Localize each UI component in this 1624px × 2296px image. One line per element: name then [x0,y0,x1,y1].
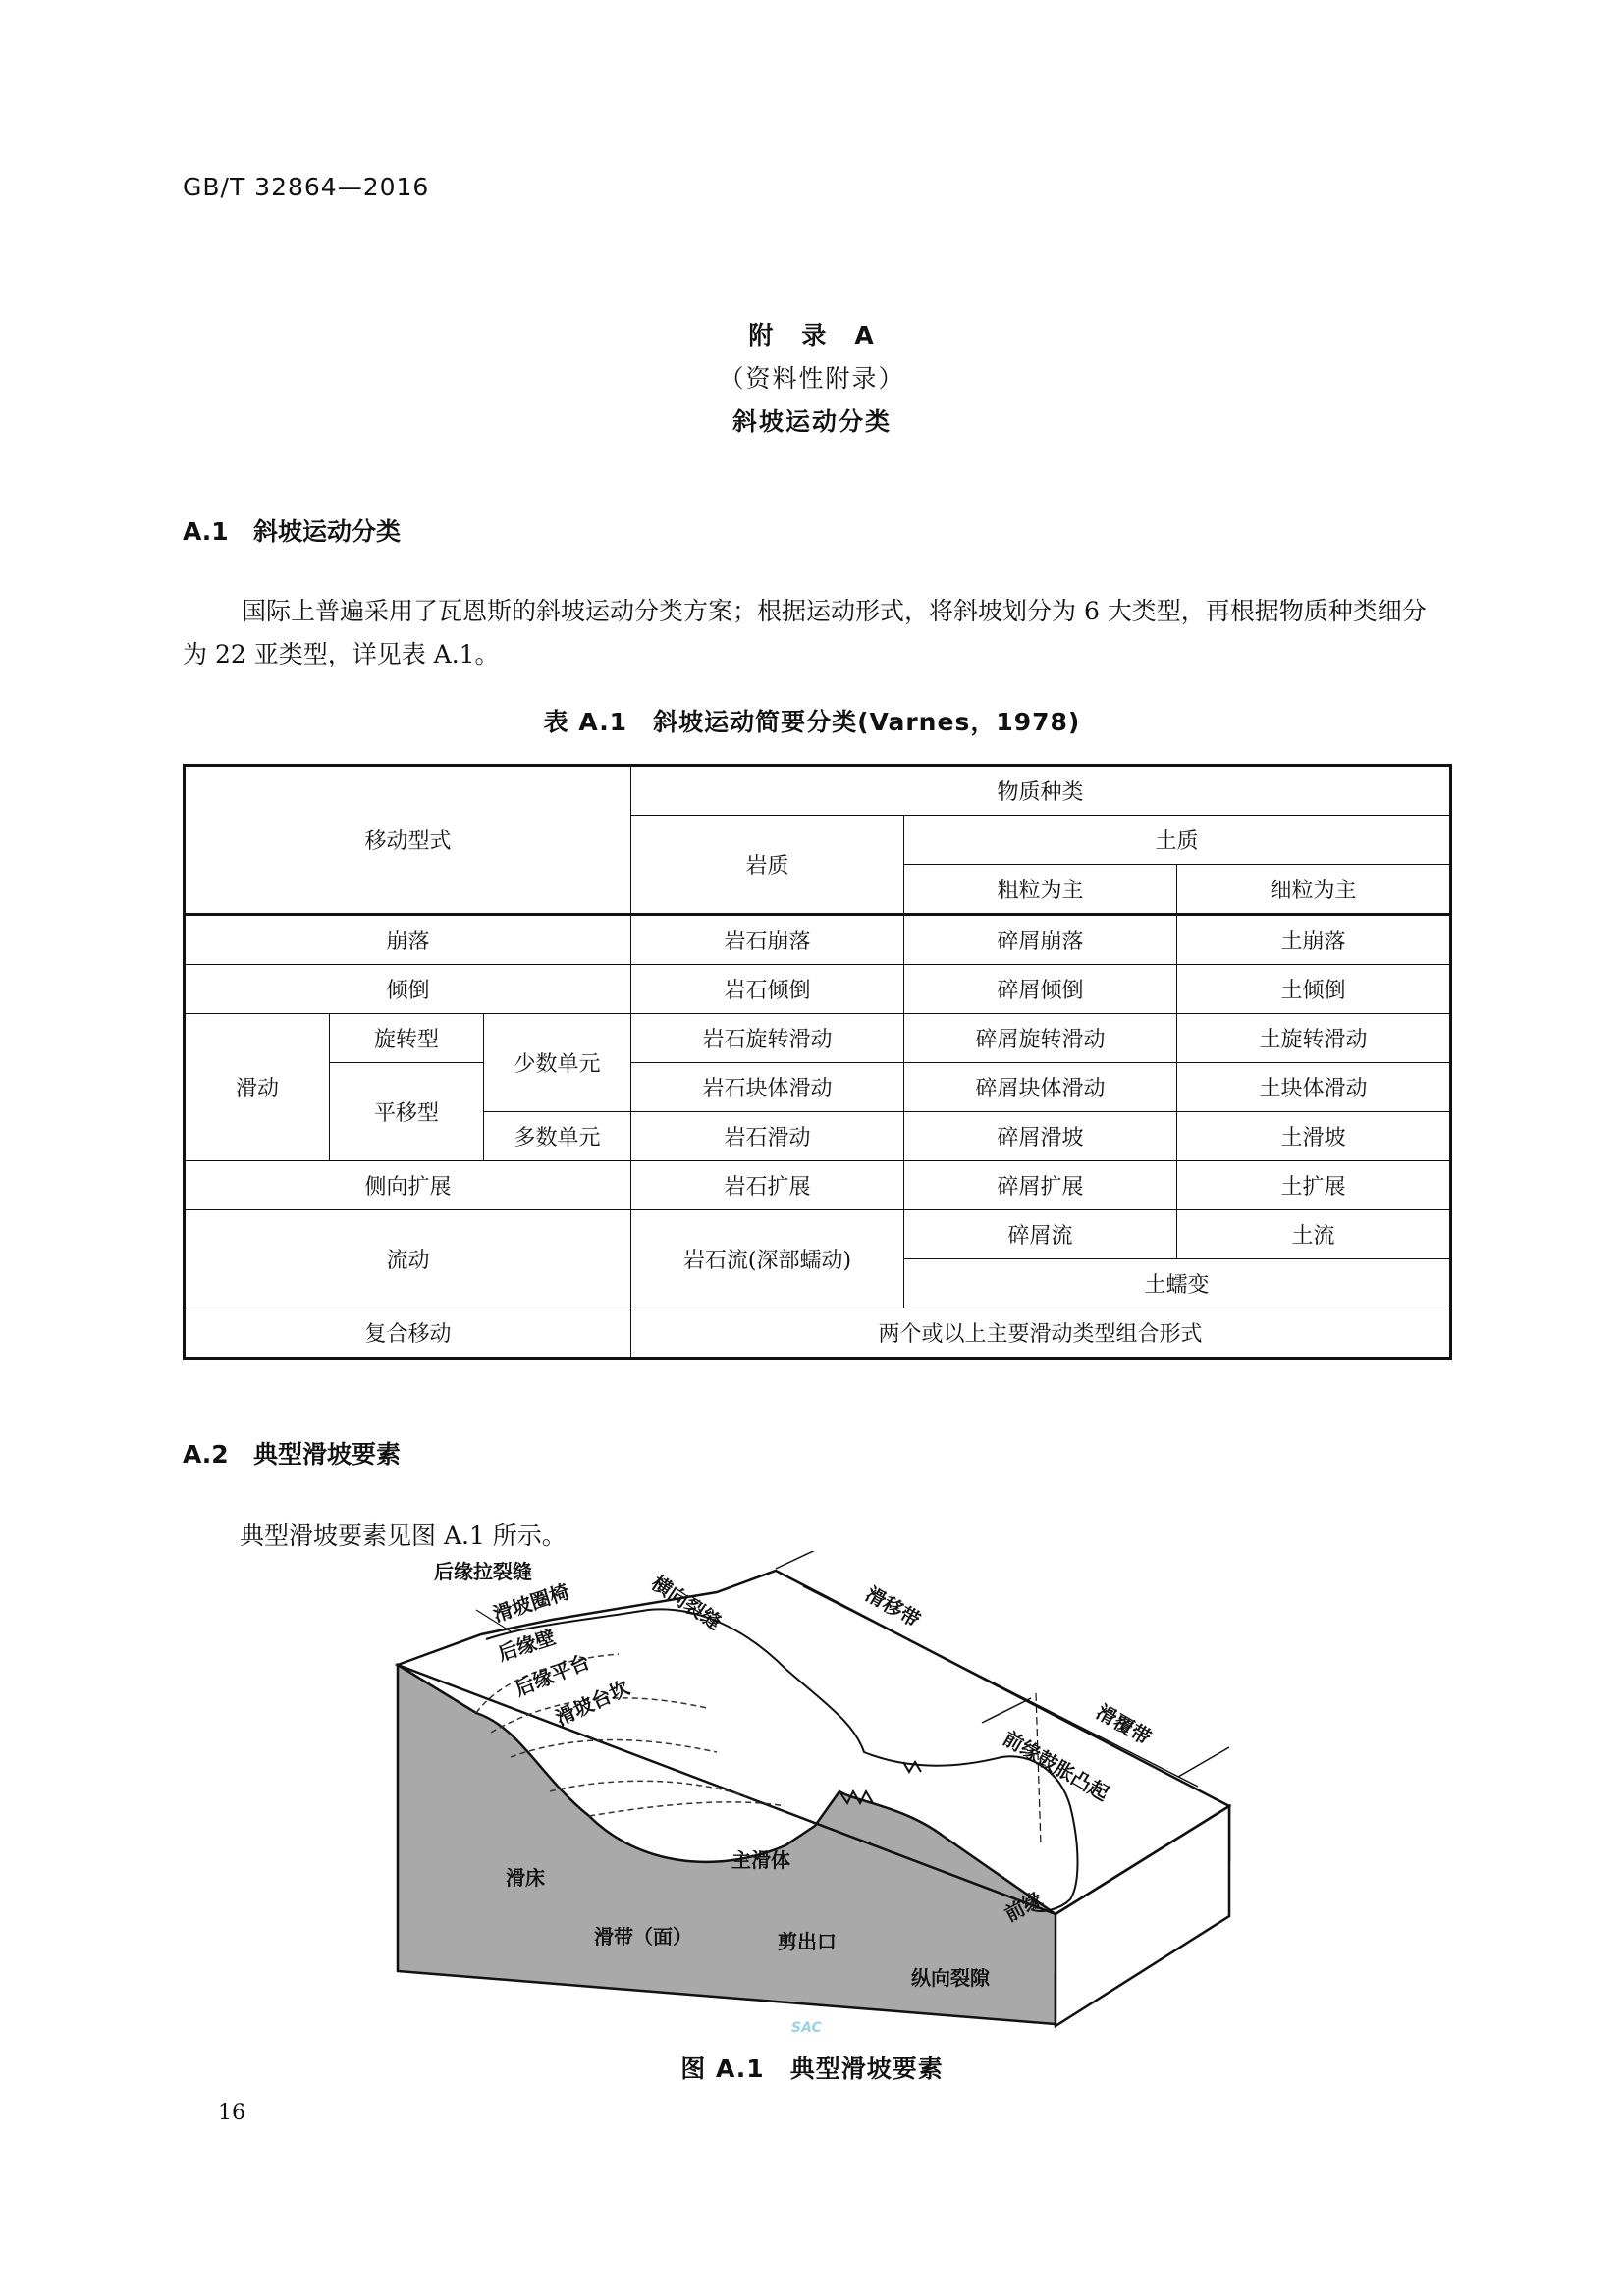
complex-desc: 两个或以上主要滑动类型组合形式 [631,1308,1451,1359]
table-cell: 岩石倾倒 [631,965,904,1014]
table-cell: 岩石扩展 [631,1161,904,1210]
label-accumulation-zone: 滑覆带 [1092,1699,1156,1750]
table-cell: 土块体滑动 [1177,1063,1451,1112]
label-terrace: 滑坡台坎 [551,1675,633,1731]
table-cell: 岩石滑动 [631,1112,904,1161]
label-toe-exit: 剪出口 [778,1930,837,1953]
slide-label: 滑动 [185,1014,330,1161]
watermark-logo: SAC [791,2020,822,2036]
table-cell: 土崩落 [1177,915,1451,965]
header-rock: 岩质 [631,816,904,915]
table-cell: 土倾倒 [1177,965,1451,1014]
label-toe: 前缘 [1001,1887,1047,1927]
flow-rock: 岩石流(深部蠕动) [631,1210,904,1308]
table-cell: 土滑坡 [1177,1112,1451,1161]
translational-label: 平移型 [330,1063,484,1161]
label-armchair: 滑坡圈椅 [490,1579,572,1627]
landslide-figure [393,1551,1247,2061]
page-number: 16 [218,2101,245,2125]
few-units-label: 少数单元 [484,1014,631,1112]
label-surface: 滑带（面） [594,1925,692,1949]
table-cell: 碎屑旋转滑动 [904,1014,1177,1063]
flow-debris: 碎屑流 [904,1210,1177,1259]
table-cell: 岩石崩落 [631,915,904,965]
appendix-type: （资料性附录） [719,364,905,393]
section-a1-paragraph: 国际上普遍采用了瓦恩斯的斜坡运动分类方案；根据运动形式，将斜坡划分为 6 大类型，再根据物质种类细分为 22 亚类型，详见表 A.1。 [183,597,1427,668]
table-cell: 倾倒 [185,965,631,1014]
appendix-name: 斜坡运动分类 [731,407,892,436]
label-main-body: 主滑体 [731,1848,790,1872]
end-face [1056,1806,1229,2026]
header-soil: 土质 [904,816,1451,865]
appendix-title: 附 录 A [748,321,876,349]
many-units-label: 多数单元 [484,1112,631,1161]
table-cell: 碎屑滑坡 [904,1112,1177,1161]
header-fine: 细粒为主 [1177,865,1451,915]
header-material: 物质种类 [631,766,1451,816]
table-cell: 土旋转滑动 [1177,1014,1451,1063]
section-title: 斜坡运动分类 [253,517,402,546]
label-crown-crack: 后缘拉裂缝 [434,1560,532,1583]
table-cell: 岩石块体滑动 [631,1063,904,1112]
section-a2-heading [183,1435,401,1470]
label-platform: 后缘平台 [511,1649,594,1701]
table-cell: 碎屑扩展 [904,1161,1177,1210]
table-cell: 碎屑倾倒 [904,965,1177,1014]
figure-caption: 图 A.1 典型滑坡要素 [680,2055,944,2083]
section-a1-heading [183,512,401,548]
table-cell: 碎屑块体滑动 [904,1063,1177,1112]
classification-table [183,764,1452,1360]
label-bed: 滑床 [506,1866,545,1890]
section-title: 典型滑坡要素 [253,1440,402,1468]
label-radial-crack: 纵向裂隙 [911,1966,990,1990]
label-scarp: 后缘壁 [495,1625,559,1666]
header-move-type: 移动型式 [185,766,631,915]
table-cell: 崩落 [185,915,631,965]
complex-label: 复合移动 [185,1308,631,1359]
flow-earth: 土流 [1177,1210,1451,1259]
rotational-label: 旋转型 [330,1014,484,1063]
standard-number: GB/T 32864—2016 [183,173,430,201]
label-displacement-zone: 滑移带 [861,1581,925,1632]
table-cell: 侧向扩展 [185,1161,631,1210]
table-cell: 碎屑崩落 [904,915,1177,965]
table-cell: 岩石旋转滑动 [631,1014,904,1063]
section-a2-paragraph: 典型滑坡要素见图 A.1 所示。 [240,1522,567,1550]
table-caption: 表 A.1 斜坡运动简要分类(Varnes，1978) [543,708,1081,736]
table-cell: 土扩展 [1177,1161,1451,1210]
section-number: A.2 [183,1440,229,1468]
flow-label: 流动 [185,1210,631,1308]
soil-creep: 土蠕变 [904,1259,1451,1308]
label-bulge: 前缘鼓胀凸起 [999,1726,1113,1806]
header-coarse: 粗粒为主 [904,865,1177,915]
section-number: A.1 [183,517,229,546]
label-transverse-crack: 横向裂缝 [647,1571,726,1634]
